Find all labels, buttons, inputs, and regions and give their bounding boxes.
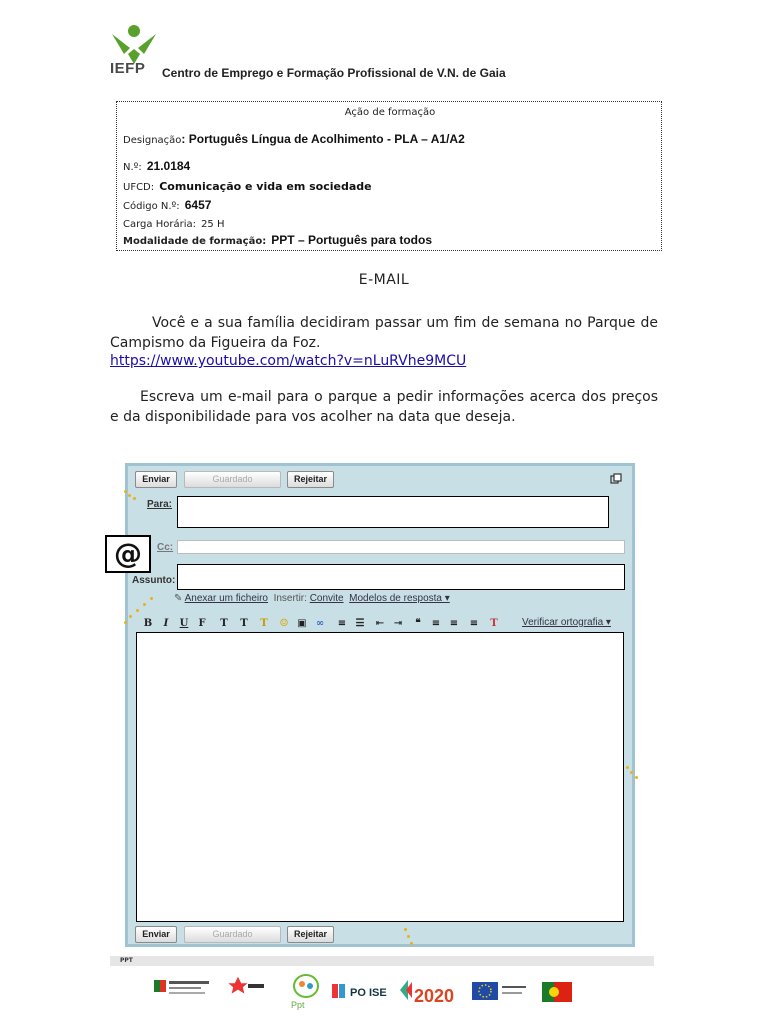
clear-format-icon[interactable]: T — [490, 618, 498, 629]
align-center-icon[interactable]: ≡ — [449, 618, 459, 629]
bold-icon[interactable]: B — [143, 618, 153, 629]
paragraph-1: Você e a sua família decidiram passar um fim de semana no Parque de Campismo da Figueira da Foz. — [110, 315, 658, 351]
codigo-value: 6457 — [184, 198, 212, 212]
saved-button[interactable]: Guardado — [184, 471, 281, 488]
eu-flag-logo — [470, 972, 530, 1012]
send-button-bottom[interactable]: Enviar — [135, 926, 177, 943]
discard-button-bottom[interactable]: Rejeitar — [287, 926, 334, 943]
to-label[interactable]: Para: — [147, 499, 173, 510]
attach-link[interactable]: Anexar um ficheiro — [184, 593, 268, 604]
attach-row — [174, 593, 450, 604]
italic-icon[interactable]: I — [163, 618, 169, 629]
outdent-icon[interactable]: ⇤ — [375, 618, 385, 629]
align-left-icon[interactable]: ≡ — [431, 618, 441, 629]
codigo-row — [123, 194, 211, 213]
ufcd-value: Comunicação e vida em sociedade — [159, 180, 372, 193]
saved-button-bottom[interactable]: Guardado — [184, 926, 281, 943]
republica-portuguesa-logo — [152, 972, 212, 1012]
paperclip-icon: ✎ — [174, 593, 183, 604]
ufcd-label: UFCD: — [123, 182, 155, 193]
svg-text:PO ISE: PO ISE — [350, 987, 387, 999]
templates-link[interactable]: Modelos de resposta ▾ — [349, 593, 450, 604]
portugal-2020-logo — [396, 972, 462, 1012]
align-right-icon[interactable]: ≡ — [469, 618, 479, 629]
logo-text: IEFP — [110, 60, 146, 77]
carga-label: Carga Horária: — [123, 219, 196, 230]
svg-text:Ppt: Ppt — [291, 1000, 305, 1010]
discard-button[interactable]: Rejeitar — [287, 471, 334, 488]
acm-logo — [228, 972, 268, 1012]
footer-bar — [110, 956, 654, 966]
ppt-logo — [288, 972, 324, 1012]
subject-label: Assunto: — [132, 575, 176, 586]
image-icon[interactable]: ▣ — [297, 618, 307, 629]
spellcheck-link[interactable]: Verificar ortografia ▾ — [522, 617, 611, 628]
at-symbol-box: @ — [105, 535, 151, 573]
message-body-field[interactable] — [136, 632, 624, 922]
designacao-row — [123, 128, 465, 147]
text-color-icon[interactable]: T — [240, 618, 248, 629]
numero-label: N.º: — [123, 162, 142, 173]
ufcd-row — [123, 175, 372, 194]
footer-label: PPT — [120, 957, 133, 964]
designacao-label: Designação — [123, 135, 182, 146]
bullet-list-icon[interactable]: ☰ — [355, 618, 365, 629]
underline-icon[interactable]: U — [179, 618, 189, 629]
emoji-icon[interactable]: ☺ — [279, 618, 289, 629]
numero-value: 21.0184 — [146, 159, 191, 173]
carga-value: 25 H — [201, 219, 225, 230]
email-compose-window — [125, 463, 635, 947]
modalidade-row — [123, 229, 432, 248]
cc-field[interactable] — [177, 540, 625, 554]
modalidade-value: PPT – Português para todos — [271, 233, 432, 247]
document-title: E-MAIL — [358, 272, 410, 288]
codigo-label: Código N.º: — [123, 201, 180, 212]
font-icon[interactable]: F — [198, 618, 206, 629]
centre-name: Centro de Emprego e Formação Profissional de V.N. de Gaia — [162, 66, 506, 80]
to-field[interactable] — [177, 496, 609, 528]
po-ise-logo — [330, 972, 388, 1012]
numero-row — [123, 155, 190, 174]
svg-text:2020: 2020 — [414, 986, 455, 1006]
course-info-box — [116, 101, 662, 251]
designacao-value: : Português Língua de Acolhimento - PLA – A1/A2 — [181, 132, 465, 146]
box-title: Ação de formação — [344, 107, 436, 118]
invite-link[interactable]: Convite — [309, 593, 344, 604]
highlight-icon[interactable]: T — [260, 618, 268, 629]
insert-label: Insertir: — [273, 593, 307, 604]
spellcheck-row — [522, 617, 611, 628]
cc-label[interactable]: Cc: — [157, 542, 174, 553]
subject-field[interactable] — [177, 564, 625, 590]
font-size-icon[interactable]: T — [220, 618, 228, 629]
indent-icon[interactable]: ⇥ — [393, 618, 403, 629]
paragraph-2: Escreva um e-mail para o parque a pedir informações acerca dos preços e da disponibilidade para vos acolher na data que deseja. — [110, 389, 658, 425]
quote-icon[interactable]: ❝ — [415, 618, 421, 629]
modalidade-label: Modalidade de formação: — [123, 236, 267, 247]
youtube-link[interactable]: https://www.youtube.com/watch?v=nLuRVhe9MCU — [110, 353, 467, 369]
pop-out-icon[interactable] — [610, 473, 622, 485]
link-icon[interactable]: ∞ — [315, 618, 325, 629]
numbered-list-icon[interactable]: ≡ — [337, 618, 347, 629]
portugal-flag-logo — [540, 972, 574, 1012]
send-button[interactable]: Enviar — [135, 471, 177, 488]
